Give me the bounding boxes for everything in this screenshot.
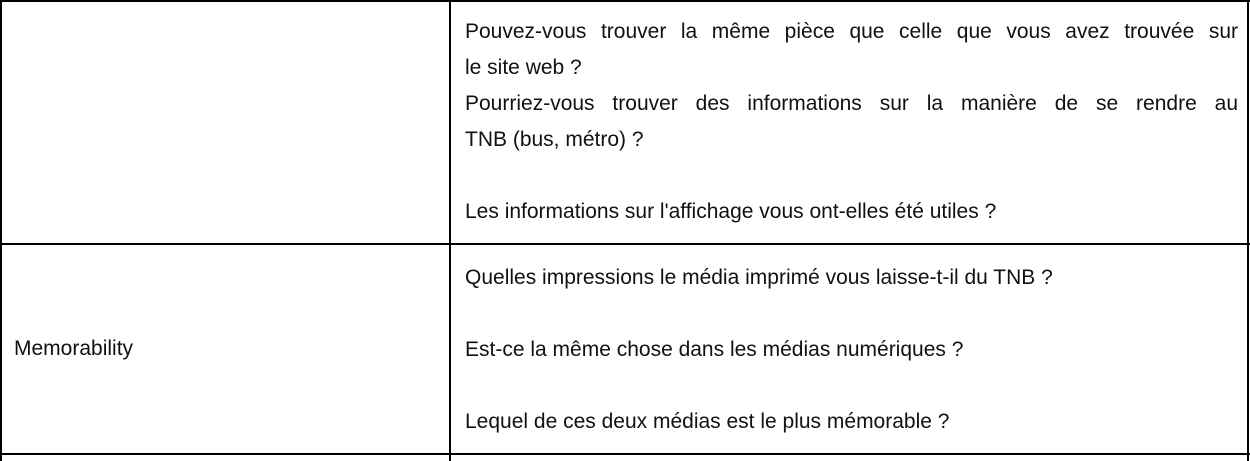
category-cell — [0, 244, 451, 454]
row-divider — [0, 453, 1250, 455]
questions-cell — [451, 0, 1250, 244]
question-line: Les informations sur l'affichage vous ont-elles été utiles ? — [465, 200, 997, 223]
table-border-right — [1247, 0, 1249, 461]
questions-cell — [451, 454, 1250, 461]
question-line: TNB (bus, métro) ? — [465, 128, 644, 151]
question-line: Lequel de ces deux médias est le plus mémorable ? — [465, 410, 950, 433]
table-border-top — [0, 0, 1250, 2]
category-cell — [0, 454, 451, 461]
question-line: Pourriez-vous trouver des informations sur la manière de se rendre au — [465, 92, 1238, 115]
question-line: Pouvez-vous trouver la même pièce que celle que vous avez trouvée sur — [465, 20, 1238, 43]
table-row — [0, 244, 1250, 454]
question-line: le site web ? — [465, 56, 582, 79]
question-line: Quelles impressions le média imprimé vous laisse-t-il du TNB ? — [465, 266, 1053, 289]
questions-cell — [451, 244, 1250, 454]
row-divider — [0, 243, 1250, 245]
category-cell — [0, 0, 451, 244]
question-line: Est-ce la même chose dans les médias numériques ? — [465, 338, 964, 361]
column-divider — [449, 0, 451, 461]
table-row — [0, 454, 1250, 461]
table-border-left — [0, 0, 2, 461]
category-label: Memorability — [14, 337, 134, 360]
